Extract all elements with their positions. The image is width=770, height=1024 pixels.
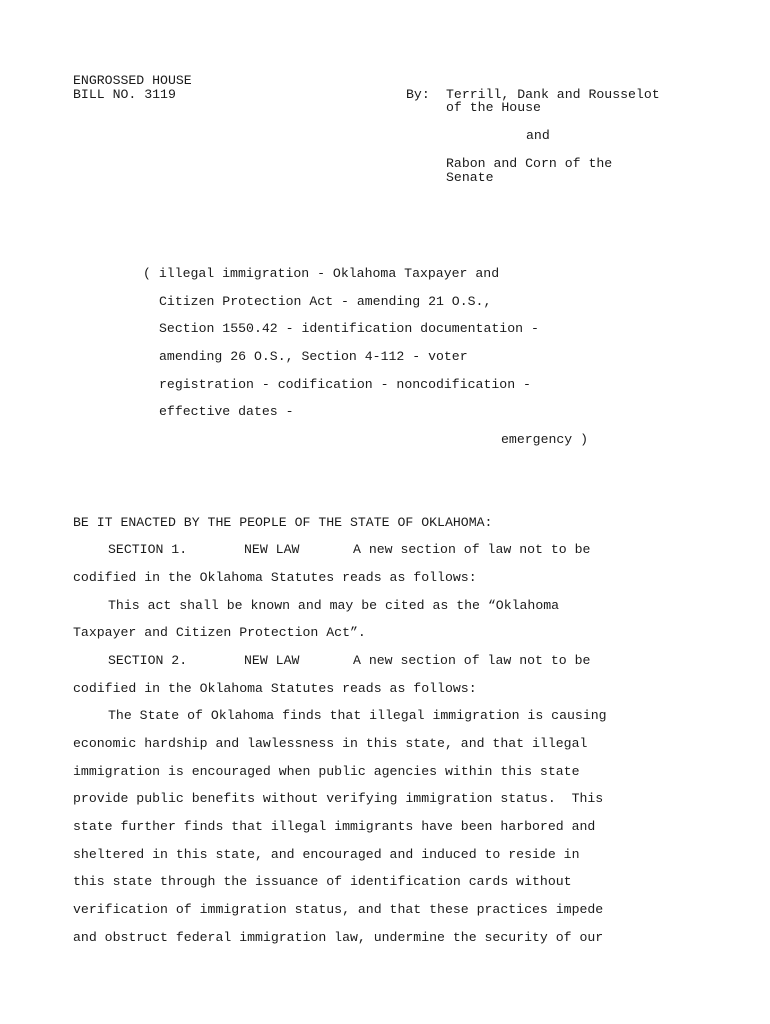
section-1-type: NEW LAW bbox=[244, 542, 300, 557]
section-2-text-4: provide public benefits without verifying immigration status. This bbox=[73, 791, 604, 806]
section-2-intro-cont: codified in the Oklahoma Statutes reads as follows: bbox=[73, 681, 477, 696]
section-2-number: SECTION 2. bbox=[108, 653, 188, 668]
section-2-text-9: and obstruct federal immigration law, undermine the security of our bbox=[73, 930, 604, 945]
house-authors: Terrill, Dank and Rousselot bbox=[446, 87, 660, 102]
title-line-3: Section 1550.42 - identification documentation - bbox=[159, 321, 539, 336]
section-2-text-2: economic hardship and lawlessness in this state, and that illegal bbox=[73, 736, 588, 751]
title-line-4: amending 26 O.S., Section 4-112 - voter bbox=[159, 349, 468, 364]
section-1-number: SECTION 1. bbox=[108, 542, 188, 557]
section-2-text-6: sheltered in this state, and encouraged and induced to reside in bbox=[73, 847, 580, 862]
enacting-clause: BE IT ENACTED BY THE PEOPLE OF THE STATE OF OKLAHOMA: bbox=[73, 515, 493, 530]
title-line-1: ( illegal immigration - Oklahoma Taxpayer and bbox=[143, 266, 500, 281]
section-1-text-1: This act shall be known and may be cited as the “Oklahoma bbox=[108, 598, 560, 613]
bill-number: BILL NO. 3119 bbox=[73, 87, 176, 102]
section-2-intro: A new section of law not to be bbox=[353, 653, 591, 668]
section-2-type: NEW LAW bbox=[244, 653, 300, 668]
section-1-intro: A new section of law not to be bbox=[353, 542, 591, 557]
bill-type: ENGROSSED HOUSE bbox=[73, 73, 192, 88]
section-1-text-2: Taxpayer and Citizen Protection Act”. bbox=[73, 625, 366, 640]
and-label: and bbox=[526, 128, 550, 143]
title-line-6: effective dates - bbox=[159, 404, 294, 419]
title-line-7: emergency ) bbox=[501, 432, 589, 447]
by-label: By: bbox=[406, 87, 430, 102]
section-2-text-7: this state through the issuance of identification cards without bbox=[73, 874, 572, 889]
title-line-2: Citizen Protection Act - amending 21 O.S., bbox=[159, 294, 492, 309]
senate-authors: Rabon and Corn of the bbox=[446, 156, 613, 171]
section-2-text-5: state further finds that illegal immigrants have been harbored and bbox=[73, 819, 596, 834]
senate-authors-suffix: Senate bbox=[446, 170, 494, 185]
title-line-5: registration - codification - noncodification - bbox=[159, 377, 531, 392]
section-1-intro-cont: codified in the Oklahoma Statutes reads as follows: bbox=[73, 570, 477, 585]
section-2-text-8: verification of immigration status, and that these practices impede bbox=[73, 902, 604, 917]
section-2-text-3: immigration is encouraged when public agencies within this state bbox=[73, 764, 580, 779]
house-authors-suffix: of the House bbox=[446, 100, 541, 115]
section-2-text-1: The State of Oklahoma finds that illegal immigration is causing bbox=[108, 708, 607, 723]
